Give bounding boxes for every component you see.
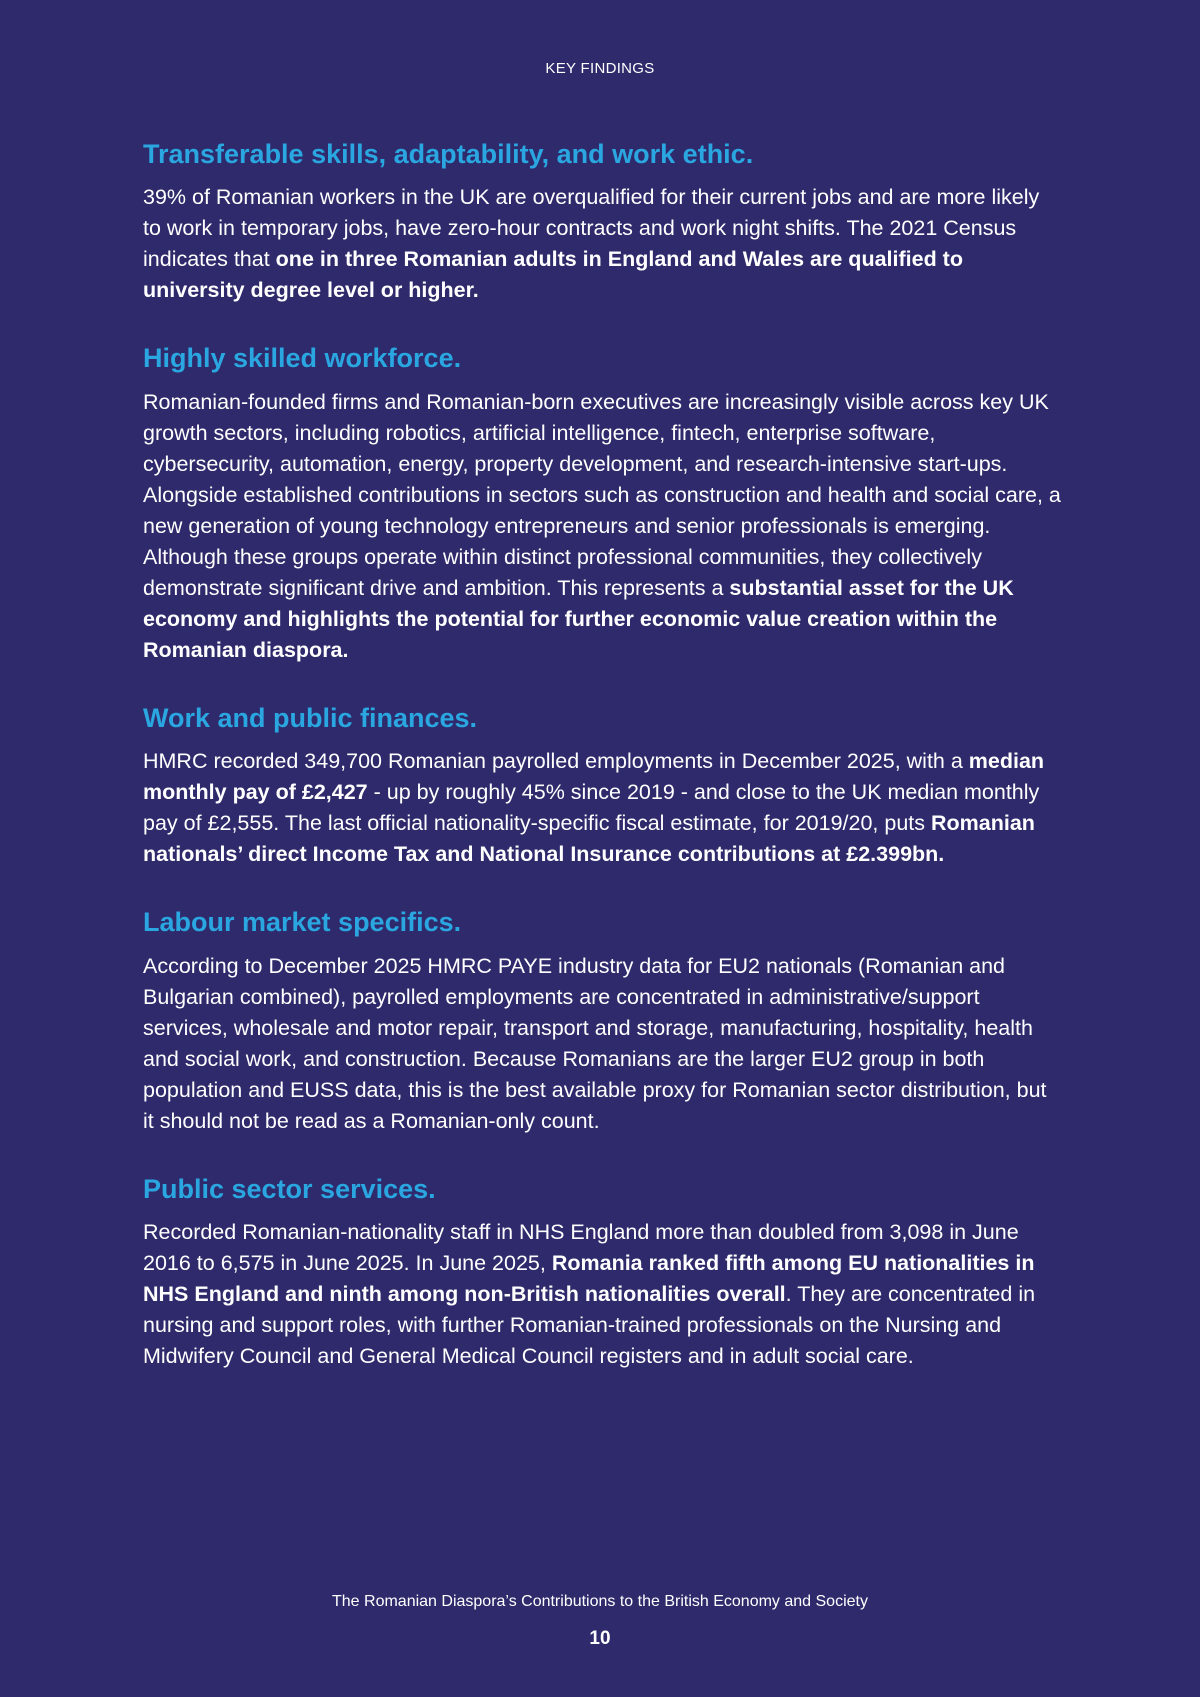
page-header-label: KEY FINDINGS	[545, 60, 655, 77]
highlight-text: median monthly pay of £2,427	[143, 749, 1045, 805]
section-body: According to December 2025 HMRC PAYE industry data for EU2 nationals (Romanian and Bulgarian combined), payrolled employments are concentrated in administrative/support services, wholesale and motor repair, transport and storage, manufacturing, hospitality, health and social work, and construction. Because Romanians are the larger EU2 group in both population and EUSS data, this is the best available proxy for Romanian sector distribution, but it should not be read as a Romanian-only count.	[143, 953, 1047, 1133]
key-findings-content	[143, 138, 1063, 1408]
section-transferable-skills	[143, 138, 1063, 306]
footer-document-title: The Romanian Diaspora’s Contributions to the British Economy and Society	[332, 1593, 868, 1610]
section-labour-market-specifics	[143, 906, 1063, 1136]
section-body: 39% of Romanian workers in the UK are overqualified for their current jobs and are more likely to work in temporary jobs, have zero-hour contracts and work night shifts. The 2021 Census indicates that one in three Romanian adults in England and Wales are qualified to university degree level or higher.	[143, 185, 1040, 303]
section-heading: Transferable skills, adaptability, and work ethic.	[143, 139, 754, 169]
highlight-text: Romania ranked fifth among EU nationalities in NHS England and ninth among non-British nationalities overall	[143, 1250, 1035, 1306]
section-heading: Highly skilled workforce.	[143, 343, 462, 374]
section-heading: Public sector services.	[143, 1173, 436, 1204]
page-number: 10	[589, 1628, 611, 1649]
highlight-text: Romanian nationals’ direct Income Tax and National Insurance contributions at £2.399bn.	[143, 811, 1035, 867]
section-body: Romanian-founded firms and Romanian-born executives are increasingly visible across key UK growth sectors, including robotics, artificial intelligence, fintech, enterprise software, cybersecurity, automation, energy, property development, and research-intensive start-ups. Alongside established contributions in sectors such as construction and health and social care, a new generation of young technology entrepreneurs and senior professionals is emerging. Although these groups operate within distinct professional communities, they collectively demonstrate significant drive and ambition. This represents a substantial asset for the UK economy and highlights the potential for further economic value creation within the Romanian diaspora.	[143, 389, 1061, 662]
section-highly-skilled-workforce	[143, 342, 1063, 665]
section-body: HMRC recorded 349,700 Romanian payrolled employments in December 2025, with a median monthly pay of £2,427 - up by roughly 45% since 2019 - and close to the UK median monthly pay of £2,555. The last official nationality-specific fiscal estimate, for 2019/20, puts Romanian nationals’ direct Income Tax and National Insurance contributions at £2.399bn.	[143, 749, 1045, 867]
section-public-sector-services	[143, 1173, 1063, 1372]
section-work-public-finances	[143, 702, 1063, 870]
section-heading: Work and public finances.	[143, 702, 478, 733]
highlight-text: substantial asset for the UK economy and highlights the potential for further economic value creation within the Romanian diaspora.	[143, 575, 1014, 662]
section-heading: Labour market specifics.	[143, 907, 462, 938]
highlight-text: one in three Romanian adults in England and Wales are qualified to university degree level or higher.	[143, 247, 963, 303]
section-body: Recorded Romanian-nationality staff in NHS England more than doubled from 3,098 in June 2016 to 6,575 in June 2025. In June 2025, Romania ranked fifth among EU nationalities in NHS England and ninth among non-British nationalities overall. They are concentrated in nursing and support roles, with further Romanian-trained professionals on the Nursing and Midwifery Council and General Medical Council registers and in adult social care.	[143, 1219, 1036, 1368]
